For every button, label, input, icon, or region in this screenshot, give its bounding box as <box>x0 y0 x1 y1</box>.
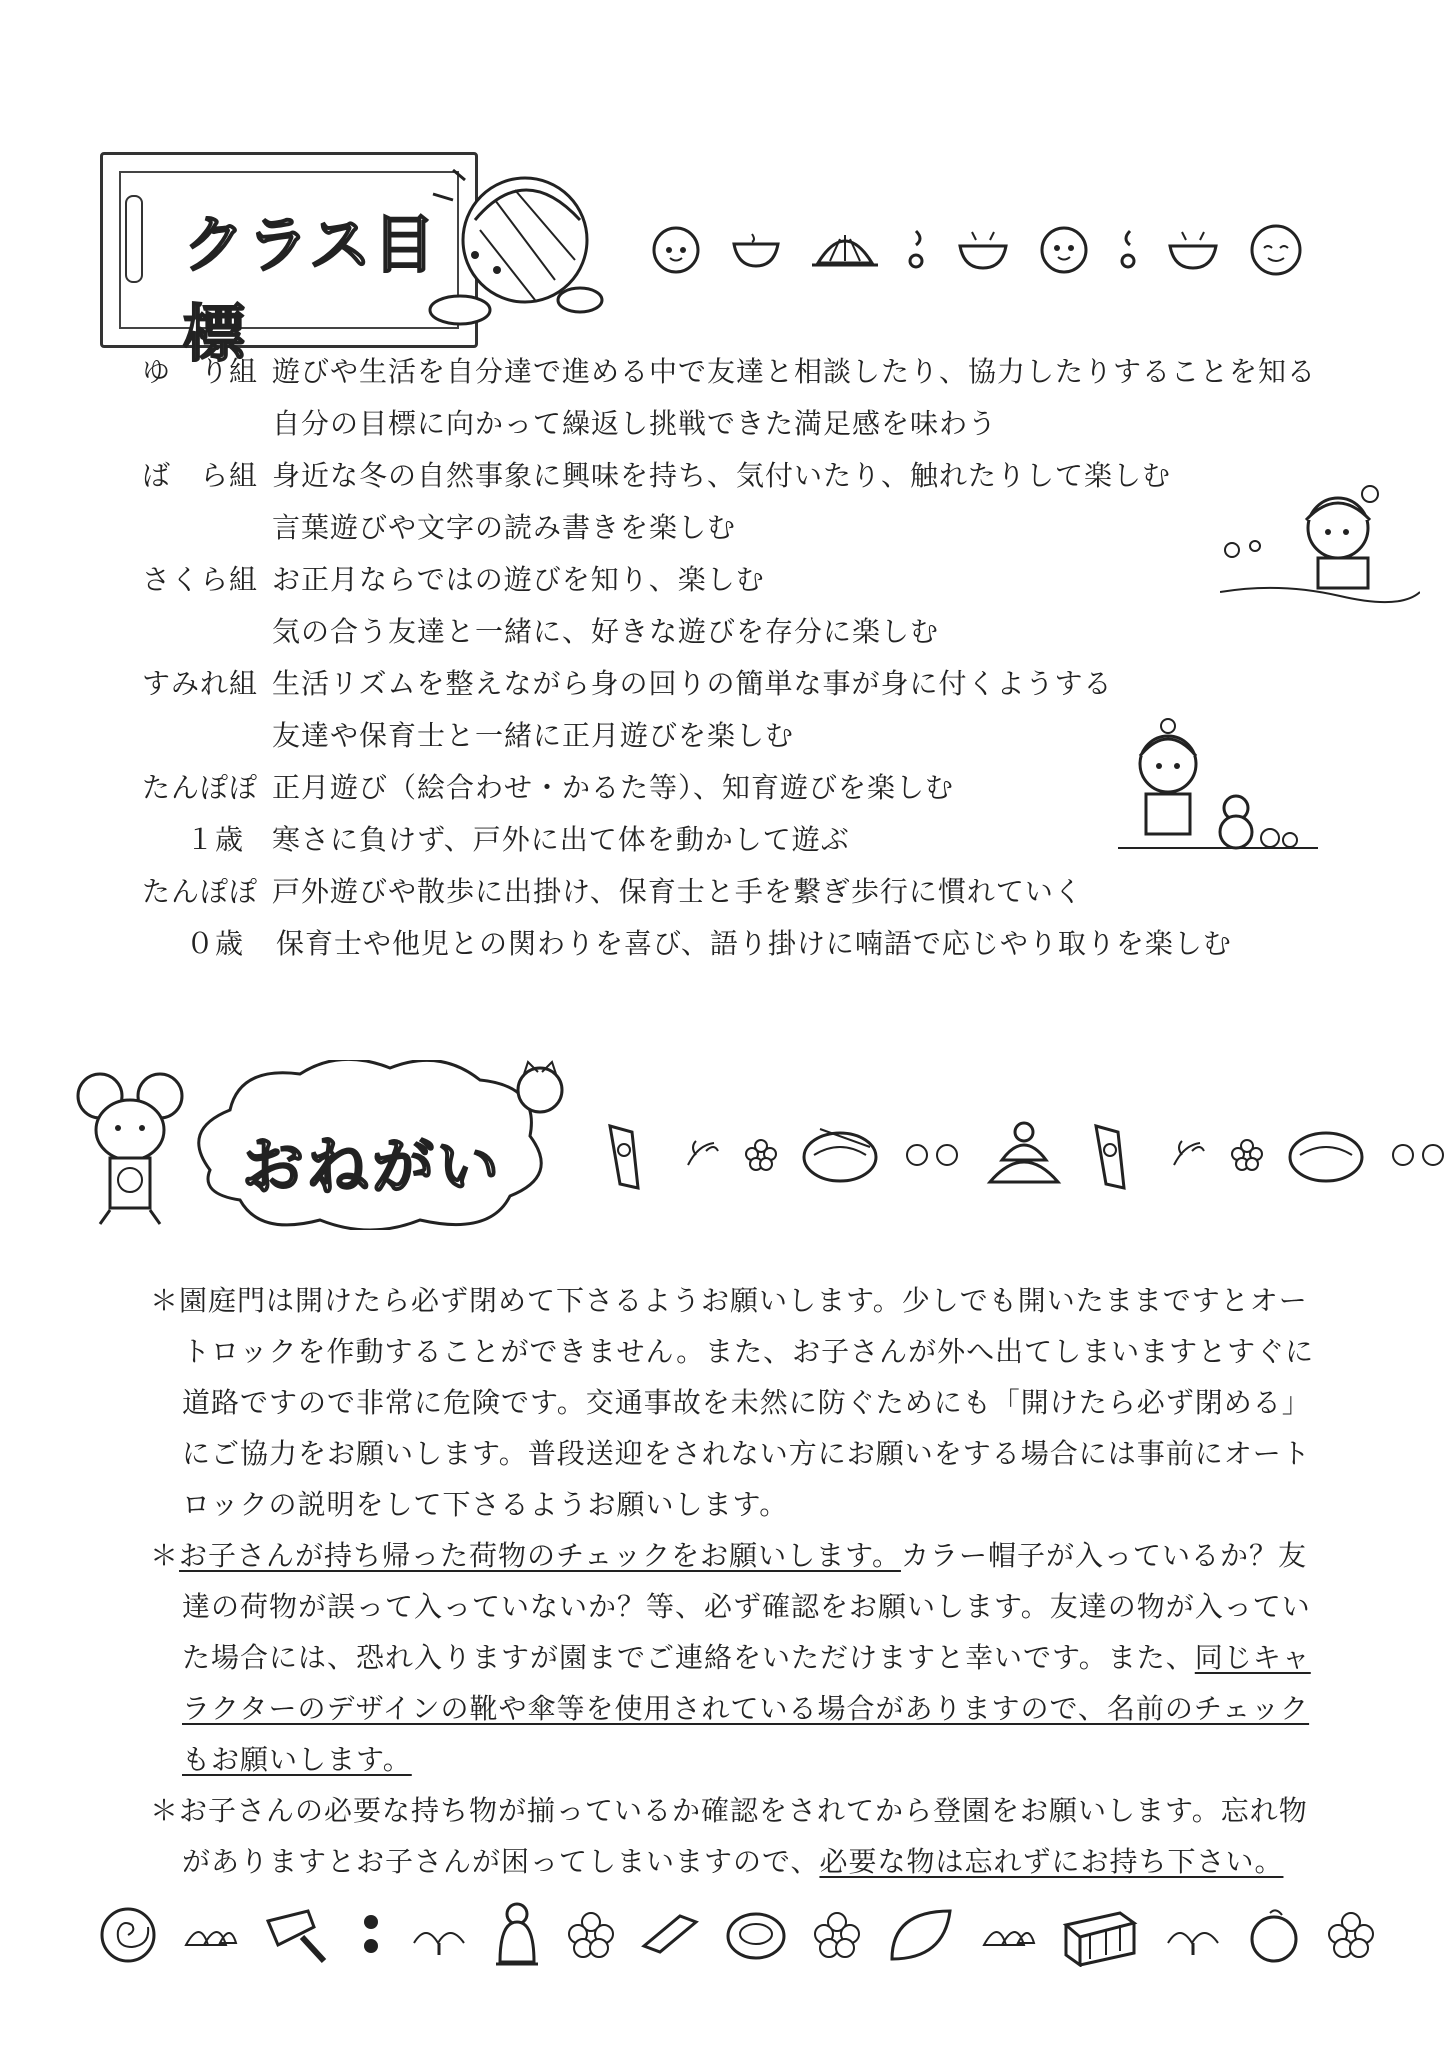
hagoita-icon <box>262 1905 332 1965</box>
request-text: カラー帽子が入っているか？友達の荷物が誤って入っていないか？等、必ず確認をお願いします。友達の物が入っていた場合には、恐れ入りますが園までご連絡をいただけますと幸いです。また、 <box>182 1539 1311 1674</box>
mandarin-icon <box>1246 1905 1302 1965</box>
goal-text: 遊びや生活を自分達で進める中で友達と相談したり、協力したりすることを知る <box>272 355 1317 388</box>
mandarin-slice-icon <box>1164 228 1222 272</box>
goal-class-label: たんぽぽ <box>141 875 258 908</box>
bullet: ＊ <box>150 1539 180 1572</box>
goal-text: 言葉遊びや文字の読み書きを楽しむ <box>272 511 737 544</box>
new-year-decoration-row <box>600 1120 1451 1190</box>
seed-drops-icon <box>1116 227 1138 273</box>
leaf-sprig-icon <box>1168 1135 1208 1175</box>
battledore-icon <box>600 1120 660 1190</box>
battledore-icon <box>1086 1120 1146 1190</box>
mandarin-face-icon <box>650 224 702 276</box>
seed-drops-icon <box>906 227 928 273</box>
plum-blossom-icon <box>812 1910 862 1960</box>
leaf-sprig-icon <box>682 1135 722 1175</box>
goal-text: 気の合う友達と一緒に、好きな遊びを存分に楽しむ <box>272 615 940 648</box>
osechi-box-icon <box>1060 1903 1140 1967</box>
hooded-child-illustration <box>405 160 635 330</box>
black-beans-icon <box>356 1910 386 1960</box>
goal-text: 友達や保育士と一緒に正月遊びを楽しむ <box>272 719 795 752</box>
plum-blossom-icon <box>744 1138 778 1172</box>
plaque-pin-icon <box>125 195 143 283</box>
request-gate <box>150 1275 1330 1530</box>
melon-dome-icon <box>810 229 880 271</box>
plum-blossom-icon <box>566 1910 616 1960</box>
fan-icon <box>640 1910 700 1960</box>
mouse-illustration <box>70 1070 190 1230</box>
goal-text: 生活リズムを整えながら身の回りの簡単な事が身に付くようする <box>272 667 1113 700</box>
goal-class-label: ゆ り組 <box>141 355 258 388</box>
bullet: ＊ <box>150 1794 180 1827</box>
mandarin-face-icon <box>1038 224 1090 276</box>
mochi-half-icon <box>886 1905 956 1965</box>
request-text: 園庭門は開けたら必ず閉めて下さるようお願いします。少しでも開いたままですとオートロックを作動することができません。また、お子さんが外へ出てしまいますとすぐに道路ですので非常に危険です。交通事故を未然に防ぐためにも「開けたら必ず閉める」にご協力をお願いします。普段送迎をされない方にお願いをする場合には事前にオートロックの説明をして下さるようお願いします。 <box>179 1284 1315 1521</box>
plum-blossom-icon <box>1388 1138 1448 1172</box>
kagami-mochi-icon <box>984 1120 1064 1190</box>
snowman-child-illustration <box>1118 716 1318 856</box>
pine-tree-icon <box>1164 1913 1222 1957</box>
bottom-decoration-row <box>98 1900 1376 1970</box>
mandarin-face-icon <box>1248 222 1304 278</box>
goal-class-label: さくら組 <box>141 563 258 596</box>
goal-age-label: ０歳 <box>185 927 244 960</box>
goal-text: 保育士や他児との関わりを喜び、語り掛けに喃語で応じやり取りを楽しむ <box>276 927 1232 960</box>
spiral-flower-icon <box>98 1905 158 1965</box>
goal-text: 自分の目標に向かって繰返し挑戦できた満足感を味わう <box>272 407 998 440</box>
class-goals-title: クラス目標 <box>183 208 438 370</box>
daruma-lantern-icon <box>492 1900 542 1970</box>
goal-text: お正月ならではの遊びを知り、楽しむ <box>272 563 765 596</box>
goal-text: 正月遊び（絵合わせ・かるた等）、知育遊びを楽しむ <box>272 771 955 804</box>
soba-bowl-icon <box>800 1125 880 1185</box>
snowball-child-illustration <box>1220 480 1420 610</box>
bamboo-leaf-icon <box>980 1915 1036 1955</box>
goal-text: 寒さに負けず、戸外に出て体を動かして遊ぶ <box>272 823 850 856</box>
bamboo-leaf-icon <box>182 1915 238 1955</box>
request-text: お子さんの必要な持ち物が揃っているか確認をされてから登園をお願いします。忘れ物がありますとお子さんが困ってしまいますので、 <box>179 1794 1308 1878</box>
soba-bowl-icon <box>1286 1125 1366 1185</box>
request-belongings-check <box>150 1530 1330 1785</box>
goal-text: 身近な冬の自然事象に興味を持ち、気付いたり、触れたりして楽しむ <box>272 459 1172 492</box>
mandarin-slice-icon <box>954 228 1012 272</box>
plum-blossom-icon <box>1326 1910 1376 1960</box>
winter-decoration-row <box>650 222 1304 278</box>
requests-title: おねがい <box>242 1130 503 1203</box>
goal-class-label: すみれ組 <box>141 667 258 700</box>
plum-blossom-icon <box>902 1138 962 1172</box>
goal-class-label: ば ら組 <box>141 459 258 492</box>
goal-class-label: たんぽぽ <box>141 771 258 804</box>
request-underlined-text: 同じキャラクターのデザインの靴や傘等を使用されている場合がありますので、名前のチェックもお願いします。 <box>182 1641 1311 1776</box>
goal-text: 戸外遊びや散歩に出掛け、保育士と手を繋ぎ歩行に慣れていく <box>272 875 1083 908</box>
plum-blossom-icon <box>1230 1138 1264 1172</box>
osechi-bowl-icon <box>724 1908 788 1962</box>
request-underlined-text: 必要な物は忘れずにお持ち下さい。 <box>819 1845 1284 1878</box>
goal-age-label: １歳 <box>185 823 244 856</box>
bullet: ＊ <box>150 1284 180 1317</box>
mandarin-slice-icon <box>728 230 784 270</box>
request-bring-items <box>150 1785 1330 1887</box>
request-underlined-text: お子さんが持ち帰った荷物のチェックをお願いします。 <box>179 1539 901 1572</box>
pine-tree-icon <box>410 1913 468 1957</box>
